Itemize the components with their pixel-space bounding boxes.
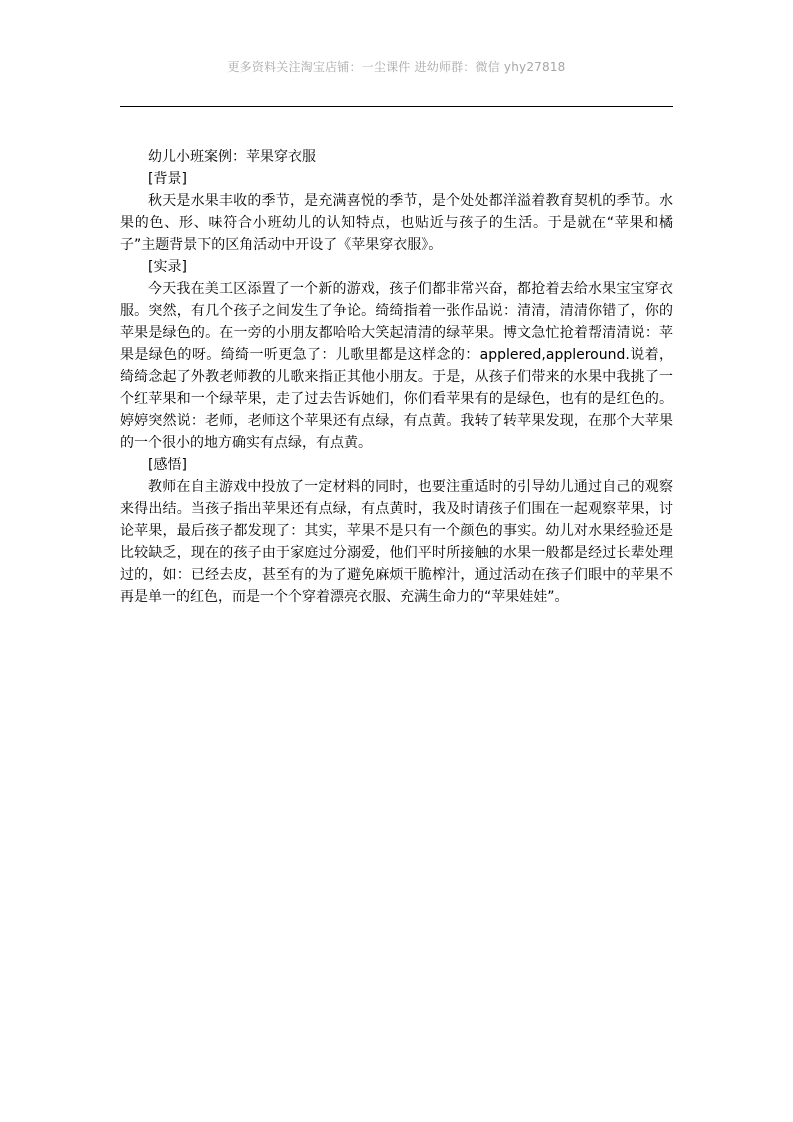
section-body-background: 秋天是水果丰收的季节，是充满喜悦的季节，是个处处都洋溢着教育契机的季节。水果的色、形、味符合小班幼儿的认知特点，也贴近与孩子的生活。于是就在“苹果和橘子”主题背景下的区角活动中开设了《苹果穿衣服》。: [120, 193, 673, 253]
section-heading-background: [背景]: [148, 171, 187, 187]
header-divider: [120, 106, 673, 107]
section-heading-record: [实录]: [148, 259, 187, 275]
page-header: 更多资料关注淘宝店铺：一尘课件 进幼师群：微信 yhy27818: [227, 60, 566, 74]
document-title: 幼儿小班案例：苹果穿衣服: [148, 149, 316, 165]
document-body: [120, 146, 673, 608]
section-body-record: 今天我在美工区添置了一个新的游戏，孩子们都非常兴奋，都抢着去给水果宝宝穿衣服。突然，有几个孩子之间发生了争论。绮绮指着一张作品说：清清，清清你错了，你的苹果是绿色的。在一旁的小朋友都哈哈大笑起清清的绿苹果。博文急忙抢着帮清清说：苹果是绿色的呀。绮绮一听更急了：儿歌里都是这样念的：applered,appleround.说着，绮绮念起了外教老师教的儿歌来指正其他小朋友。于是，从孩子们带来的水果中我挑了一个红苹果和一个绿苹果，走了过去告诉她们，你们看苹果有的是绿色，也有的是红色的。婷婷突然说：老师，老师这个苹果还有点绿，有点黄。我转了转苹果发现，在那个大苹果的一个很小的地方确实有点绿，有点黄。: [120, 281, 673, 451]
section-heading-reflection: [感悟]: [148, 457, 187, 473]
section-body-reflection: 教师在自主游戏中投放了一定材料的同时，也要注重适时的引导幼儿通过自己的观察来得出结。当孩子指出苹果还有点绿，有点黄时，我及时请孩子们围在一起观察苹果，讨论苹果，最后孩子都发现了：其实，苹果不是只有一个颜色的事实。幼儿对水果经验还是比较缺乏，现在的孩子由于家庭过分溺爱，他们平时所接触的水果一般都是经过长辈处理过的，如：已经去皮，甚至有的为了避免麻烦干脆榨汁，通过活动在孩子们眼中的苹果不再是单一的红色，而是一个个穿着漂亮衣服、充满生命力的“苹果娃娃”。: [120, 479, 673, 605]
